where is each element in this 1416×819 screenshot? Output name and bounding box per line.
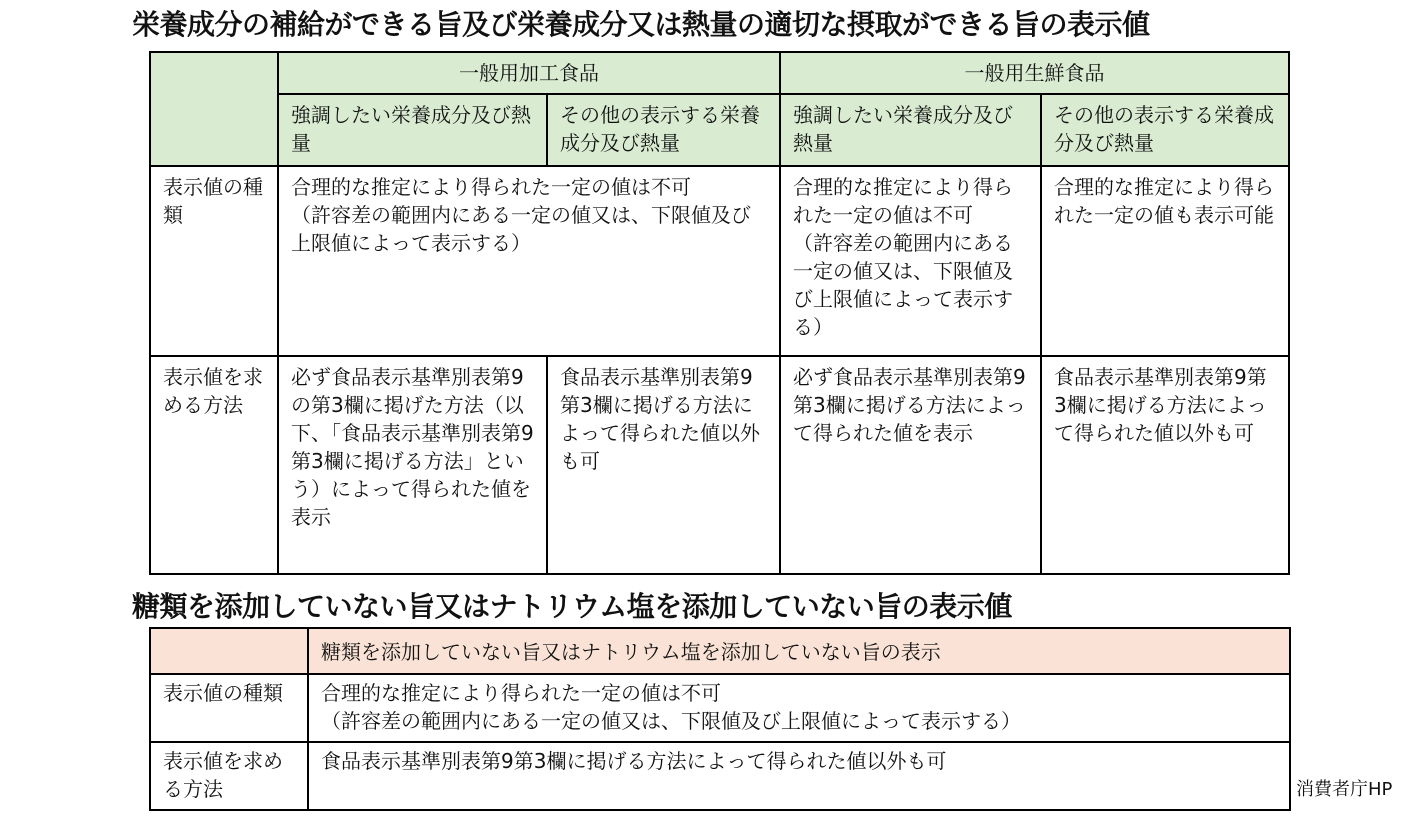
table-row bbox=[150, 356, 1289, 574]
header-other-fresh: その他の表示する栄養成分及び熱量 bbox=[1041, 94, 1289, 166]
header-processed-food: 一般用加工食品 bbox=[278, 52, 780, 94]
header-emphasis-fresh: 強調したい栄養成分及び熱量 bbox=[780, 94, 1041, 166]
header-fresh-food: 一般用生鮮食品 bbox=[780, 52, 1289, 94]
corner-cell bbox=[150, 52, 278, 166]
corner-cell bbox=[150, 628, 308, 674]
table-row bbox=[150, 742, 1290, 810]
nutrition-display-table bbox=[149, 51, 1290, 575]
cell-fresh-other-value-type: 合理的な推定により得られた一定の値も表示可能 bbox=[1041, 166, 1289, 356]
title-nutrition-values: 栄養成分の補給ができる旨及び栄養成分又は熱量の適切な摂取ができる旨の表示値 bbox=[132, 8, 1150, 41]
table-row bbox=[150, 674, 1290, 742]
no-added-display-table bbox=[149, 627, 1291, 811]
sub-header-row bbox=[150, 94, 1289, 166]
cell-fresh-emphasis-value-type: 合理的な推定により得られた一定の値は不可 （許容差の範囲内にある一定の値又は、下限値及び上限値によって表示する） bbox=[780, 166, 1041, 356]
cell-processed-other-method: 食品表示基準別表第9第3欄に掲げる方法によって得られた値以外も可 bbox=[547, 356, 780, 574]
cell-fresh-emphasis-method: 必ず食品表示基準別表第9第3欄に掲げる方法によって得られた値を表示 bbox=[780, 356, 1041, 574]
cell-fresh-other-method: 食品表示基準別表第9第3欄に掲げる方法によって得られた値以外も可 bbox=[1041, 356, 1289, 574]
row-label-method: 表示値を求める方法 bbox=[150, 356, 278, 574]
title-no-added-sugar-sodium: 糖類を添加していない旨又はナトリウム塩を添加していない旨の表示値 bbox=[132, 590, 1012, 623]
group-header-row bbox=[150, 52, 1289, 94]
cell-method: 食品表示基準別表第9第3欄に掲げる方法によって得られた値以外も可 bbox=[308, 742, 1290, 810]
row-label-value-type: 表示値の種類 bbox=[150, 674, 308, 742]
header-emphasis-processed: 強調したい栄養成分及び熱量 bbox=[278, 94, 547, 166]
header-row bbox=[150, 628, 1290, 674]
source-credit: 消費者庁HP bbox=[1296, 779, 1393, 800]
cell-processed-emphasis-method: 必ず食品表示基準別表第9の第3欄に掲げた方法（以下、「食品表示基準別表第9第3欄に掲げる方法」という）によって得られた値を表示 bbox=[278, 356, 547, 574]
cell-processed-value-type: 合理的な推定により得られた一定の値は不可 （許容差の範囲内にある一定の値又は、下限値及び上限値によって表示する） bbox=[278, 166, 780, 356]
row-label-method: 表示値を求める方法 bbox=[150, 742, 308, 810]
cell-value-type: 合理的な推定により得られた一定の値は不可 （許容差の範囲内にある一定の値又は、下限値及び上限値によって表示する） bbox=[308, 674, 1290, 742]
table-row bbox=[150, 166, 1289, 356]
header-other-processed: その他の表示する栄養成分及び熱量 bbox=[547, 94, 780, 166]
header-no-added: 糖類を添加していない旨又はナトリウム塩を添加していない旨の表示 bbox=[308, 628, 1290, 674]
row-label-value-type: 表示値の種類 bbox=[150, 166, 278, 356]
